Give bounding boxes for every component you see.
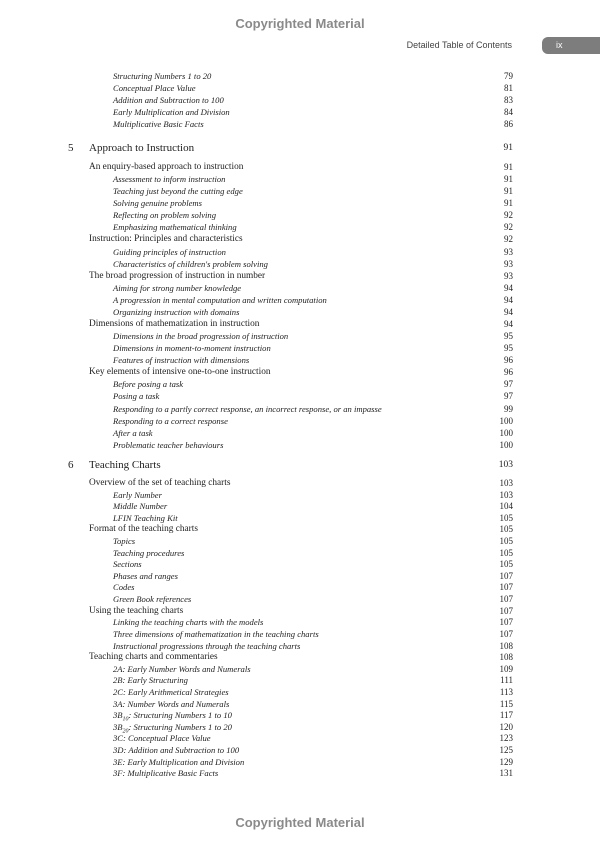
toc-entry-page: 92 [504, 210, 513, 221]
toc-entry-page: 105 [499, 547, 513, 558]
toc-entry-title: Key elements of intensive one-to-one instruction [89, 367, 271, 378]
toc-entry-page: 86 [504, 119, 513, 130]
toc-entry [0, 490, 600, 502]
toc-entry-title: Posing a task [113, 391, 160, 402]
toc-entry [0, 524, 600, 536]
toc-entry [0, 354, 600, 366]
entry-text: : Structuring Numbers 1 to 20 [128, 721, 232, 732]
toc-entry-title: Conceptual Place Value [113, 83, 196, 94]
toc-entry [0, 757, 600, 769]
toc-entry [0, 513, 600, 525]
toc-entry-title: Teaching just beyond the cutting edge [113, 186, 243, 197]
toc-entry-page: 93 [504, 270, 513, 281]
entry-prefix: 3B [113, 710, 123, 721]
toc-entry [0, 282, 600, 294]
toc-entry [0, 733, 600, 745]
toc-entry-page: 100 [499, 439, 513, 450]
toc-entry-title: 2C: Early Arithmetical Strategies [113, 686, 229, 697]
toc-entry [0, 378, 600, 390]
toc-entry-title: Organizing instruction with domains [113, 306, 240, 317]
toc-entry-title: Assessment to inform instruction [113, 174, 226, 185]
toc-entry [0, 82, 600, 94]
toc-entry-page: 97 [504, 379, 513, 390]
toc-entry-page: 100 [499, 415, 513, 426]
toc-entry-title: Dimensions in the broad progression of instruction [113, 331, 289, 342]
toc-entry-page: 115 [499, 698, 513, 709]
toc-entry-page: 94 [504, 319, 513, 330]
toc-entry-title: Solving genuine problems [113, 198, 202, 209]
toc-entry-title: Phases and ranges [113, 570, 178, 581]
toc-entry-title: Topics [113, 536, 136, 547]
toc-entry [0, 258, 600, 270]
toc-entry-title: The broad progression of instruction in number [89, 270, 266, 281]
toc-entry [0, 687, 600, 699]
toc-entry [0, 559, 600, 571]
chapter-6-entries [0, 478, 600, 780]
carryover-entries [0, 70, 600, 130]
toc-entry [0, 118, 600, 130]
toc-entry-page: 99 [504, 403, 513, 414]
toc-entry-page: 94 [504, 294, 513, 305]
toc-entry-page: 96 [504, 355, 513, 366]
toc-entry [0, 342, 600, 354]
toc-entry-title: Instructional progressions through the teaching charts [113, 640, 301, 651]
toc-entry [0, 617, 600, 629]
toc-entry-page: 107 [499, 605, 513, 616]
toc-entry [0, 294, 600, 306]
toc-entry [0, 270, 600, 282]
toc-entry-page: 125 [499, 745, 513, 756]
toc-entry-page: 105 [499, 559, 513, 570]
chapter-page: 91 [503, 143, 513, 153]
toc-entry-page: 104 [499, 501, 513, 512]
toc-entry-page: 117 [499, 710, 513, 721]
chapter-heading-5 [0, 141, 600, 155]
toc-entry [0, 536, 600, 548]
toc-entry-title: 3C: Conceptual Place Value [113, 733, 211, 744]
toc-entry [0, 548, 600, 560]
toc-entry [0, 221, 600, 233]
toc-entry-page: 108 [499, 652, 513, 663]
toc-entry-page: 107 [499, 570, 513, 581]
toc-entry [0, 106, 600, 118]
toc-entry-title: Features of instruction with dimensions [113, 355, 250, 366]
toc-entry-title: A progression in mental computation and written computation [113, 294, 327, 305]
toc-entry [0, 427, 600, 439]
chapter-heading-6 [0, 458, 600, 472]
toc-entry-page: 107 [499, 628, 513, 639]
toc-entry [0, 233, 600, 245]
toc-entry [0, 582, 600, 594]
toc-entry-title: Multiplicative Basic Facts [113, 119, 204, 130]
toc-entry-title: After a task [113, 427, 153, 438]
toc-entry [0, 606, 600, 618]
toc-entry-title: Teaching procedures [113, 547, 185, 558]
toc-entry-title: Structuring Numbers 1 to 20 [113, 71, 212, 81]
toc-entry-page: 93 [504, 246, 513, 257]
toc-entry-page: 113 [499, 686, 513, 697]
toc-entry-title: Sections [113, 559, 142, 570]
toc-entry-page: 105 [499, 536, 513, 547]
toc-entry-page: 97 [504, 391, 513, 402]
toc-entry [0, 501, 600, 513]
toc-entry-title: Early Number [113, 489, 162, 500]
toc-entry [0, 478, 600, 490]
entry-prefix: 3B [113, 721, 123, 732]
toc-entry-page: 95 [504, 343, 513, 354]
toc-entry-title: Before posing a task [113, 379, 184, 390]
toc-entry [0, 652, 600, 664]
toc-entry-title: Instruction: Principles and characteristics [89, 234, 243, 245]
toc-entry-page: 81 [504, 83, 513, 94]
toc-entry-title: 3A: Number Words and Numerals [113, 698, 230, 709]
chapter-title: Teaching Charts [89, 459, 161, 471]
toc-entry-title: An enquiry-based approach to instruction [89, 162, 244, 172]
toc-entry-title: Problematic teacher behaviours [113, 439, 224, 450]
entry-subscript: 20 [122, 728, 129, 735]
page-number-tab: ix [542, 37, 600, 54]
toc-entry-title: Emphasizing mathematical thinking [113, 222, 237, 233]
toc-entry-page: 108 [499, 640, 513, 651]
toc-entry-title: Codes [113, 582, 135, 593]
toc-entry [0, 675, 600, 687]
toc-entry-title: 2B: Early Structuring [113, 675, 188, 686]
toc-entry-page: 107 [499, 594, 513, 605]
toc-entry [0, 641, 600, 653]
watermark-top: Copyrighted Material [235, 16, 365, 31]
toc-entry-title: 3D: Addition and Subtraction to 100 [113, 745, 240, 756]
toc-entry [0, 710, 600, 722]
toc-entry-title: 3F: Multiplicative Basic Facts [113, 768, 219, 779]
chapter-number: 6 [68, 459, 74, 471]
toc-entry-page: 92 [504, 222, 513, 233]
toc-entry-title: Linking the teaching charts with the models [113, 617, 264, 628]
toc-entry-page: 96 [504, 367, 513, 378]
toc-entry [0, 197, 600, 209]
running-head: Detailed Table of Contents [406, 40, 512, 50]
toc-entry-title: Format of the teaching charts [89, 524, 198, 535]
toc-entry-page: 79 [504, 71, 513, 81]
toc-entry-title: Dimensions of mathematization in instruction [89, 319, 260, 330]
toc-entry-title: Early Multiplication and Division [113, 107, 230, 118]
toc-entry [0, 173, 600, 185]
toc-entry-title: Using the teaching charts [89, 605, 184, 616]
chapter-5-entries [0, 161, 600, 451]
toc-entry-title: Responding to a partly correct response, an incorrect response, or an impasse [113, 403, 382, 414]
toc-entry-title: Guiding principles of instruction [113, 246, 226, 257]
toc-entry-page: 107 [499, 617, 513, 628]
chapter-page: 103 [498, 460, 513, 470]
toc-entry-title: Addition and Subtraction to 100 [113, 95, 224, 106]
toc-entry [0, 722, 600, 734]
toc-entry-page: 109 [499, 663, 513, 674]
entry-text: : Structuring Numbers 1 to 10 [128, 710, 232, 721]
toc-entry [0, 699, 600, 711]
toc-entry-page: 131 [499, 768, 513, 779]
toc-entry [0, 415, 600, 427]
toc-entry [0, 209, 600, 221]
toc-entry-page: 91 [504, 186, 513, 197]
toc-entry-page: 111 [500, 675, 513, 686]
toc-entry [0, 390, 600, 402]
toc-entry-page: 94 [504, 306, 513, 317]
toc-entry-page: 95 [504, 331, 513, 342]
toc-entry [0, 70, 600, 82]
toc-entry-page: 120 [499, 721, 513, 732]
toc-entry-title: 3E: Early Multiplication and Division [113, 756, 245, 767]
toc-entry [0, 330, 600, 342]
toc-entry [0, 571, 600, 583]
toc-entry [0, 768, 600, 780]
toc-entry-title: Middle Number [113, 501, 168, 512]
toc-entry [0, 745, 600, 757]
toc-entry-page: 103 [499, 489, 513, 500]
toc-entry-page: 91 [504, 174, 513, 185]
toc-entry-page: 84 [504, 107, 513, 118]
toc-entry-page: 91 [504, 198, 513, 209]
toc-entry [0, 629, 600, 641]
toc-entry-page: 129 [499, 756, 513, 767]
toc-entry-title: Green Book references [113, 594, 192, 605]
toc-entry [0, 403, 600, 415]
toc-entry-page: 91 [504, 162, 513, 172]
toc-entry-title: Aiming for strong number knowledge [113, 282, 242, 293]
toc-entry-page: 83 [504, 95, 513, 106]
toc-entry-title: Characteristics of children's problem solving [113, 258, 268, 269]
toc-entry-page: 123 [499, 733, 513, 744]
toc-entry [0, 318, 600, 330]
toc-entry-page: 92 [504, 234, 513, 245]
chapter-title: Approach to Instruction [89, 142, 195, 154]
toc-entry-page: 100 [499, 427, 513, 438]
toc-entry-page: 103 [499, 478, 513, 488]
toc-entry-title: LFIN Teaching Kit [113, 512, 178, 523]
toc-entry-title: Teaching charts and commentaries [89, 652, 218, 663]
toc-entry-title: Reflecting on problem solving [113, 210, 217, 221]
toc-entry-page: 105 [499, 512, 513, 523]
toc-entry [0, 664, 600, 676]
toc-entry [0, 439, 600, 451]
toc-entry [0, 306, 600, 318]
watermark-bottom: Copyrighted Material [235, 815, 365, 830]
toc-entry-title: Overview of the set of teaching charts [89, 478, 231, 488]
toc-entry [0, 594, 600, 606]
toc-entry-page: 93 [504, 258, 513, 269]
chapter-number: 5 [68, 142, 74, 154]
toc-entry [0, 94, 600, 106]
toc-entry [0, 246, 600, 258]
toc-entry [0, 161, 600, 173]
toc-entry-page: 107 [499, 582, 513, 593]
toc-entry-title: Three dimensions of mathematization in the teaching charts [113, 628, 319, 639]
toc-entry-page: 105 [499, 524, 513, 535]
entry-subscript: 10 [122, 716, 129, 723]
toc-entry-title: 2A: Early Number Words and Numerals [113, 663, 251, 674]
toc-entry-title: Dimensions in moment-to-moment instruction [113, 343, 271, 354]
toc-entry-title: Responding to a correct response [113, 415, 228, 426]
toc-entry-page: 94 [504, 282, 513, 293]
toc-entry [0, 185, 600, 197]
toc-entry [0, 366, 600, 378]
